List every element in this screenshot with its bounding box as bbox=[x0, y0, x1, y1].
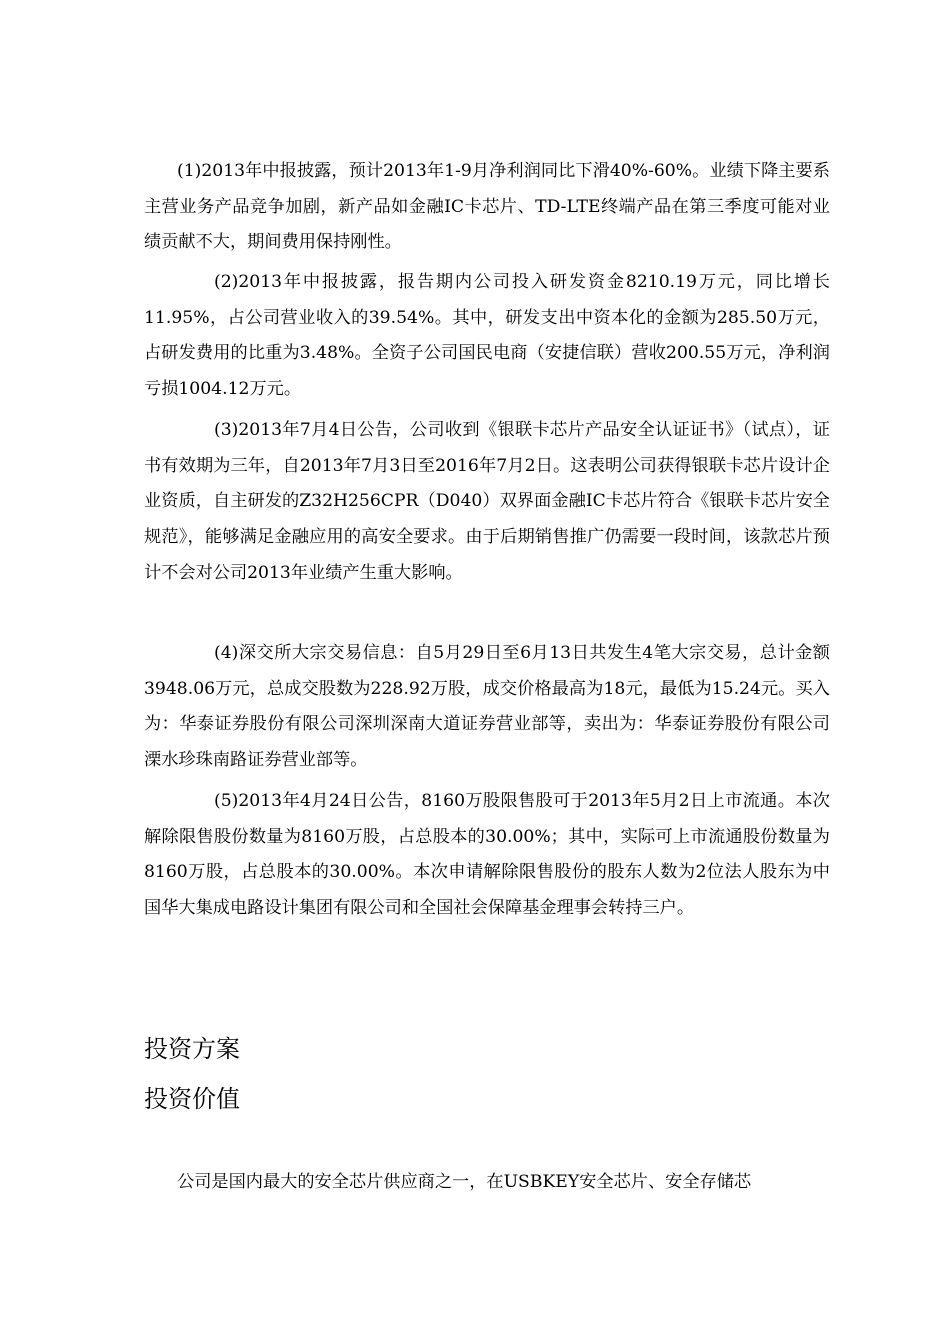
heading-investment-value: 投资价值 bbox=[144, 1085, 240, 1113]
paragraph-block-trades: (4)深交所大宗交易信息：自5月29日至6月13日共发生4笔大宗交易，总计金额3948.06万元，总成交股数为228.92万股，成交价格最高为18元，最低为15.24元。买入为：华泰证券股份有限公司深圳深南大道证券营业部等，卖出为：华泰证券股份有限公司溧水珍珠南路证券营业部等。 bbox=[144, 643, 830, 771]
paragraph-unionpay-certificate: (3)2013年7月4日公告，公司收到《银联卡芯片产品安全认证证书》（试点），证书有效期为三年，自2013年7月3日至2016年7月2日。这表明公司获得银联卡芯片设计企业资质，自主研发的Z32H256CPR（D040）双界面金融IC卡芯片符合《银联卡芯片安全规范》，能够满足金融应用的高安全要求。由于后期销售推广仍需要一段时间，该款芯片预计不会对公司2013年业绩产生重大影响。 bbox=[144, 420, 830, 583]
paragraph-company-overview: 公司是国内最大的安全芯片供应商之一，在USBKEY安全芯片、安全存储芯 bbox=[177, 1172, 752, 1192]
heading-investment-plan: 投资方案 bbox=[144, 1035, 240, 1063]
paragraph-restricted-shares: (5)2013年4月24日公告，8160万股限售股可于2013年5月2日上市流通。本次解除限售股份数量为8160万股，占总股本的30.00%；其中，实际可上市流通股份数量为8160万股，占总股本的30.00%。本次申请解除限售股份的股东人数为2位法人股东为中国华大集成电路设计集团有限公司和全国社会保障基金理事会转持三户。 bbox=[144, 791, 830, 919]
paragraph-interim-forecast: (1)2013年中报披露，预计2013年1-9月净利润同比下滑40%-60%。业绩下降主要系主营业务产品竞争加剧，新产品如金融IC卡芯片、TD-LTE终端产品在第三季度可能对业绩贡献不大，期间费用保持刚性。 bbox=[144, 161, 830, 253]
paragraph-rd-investment: (2)2013年中报披露，报告期内公司投入研发资金8210.19万元，同比增长11.95%，占公司营业收入的39.54%。其中，研发支出中资本化的金额为285.50万元，占研发费用的比重为3.48%。全资子公司国民电商（安捷信联）营收200.55万元，净利润亏损1004.12万元。 bbox=[144, 272, 830, 400]
